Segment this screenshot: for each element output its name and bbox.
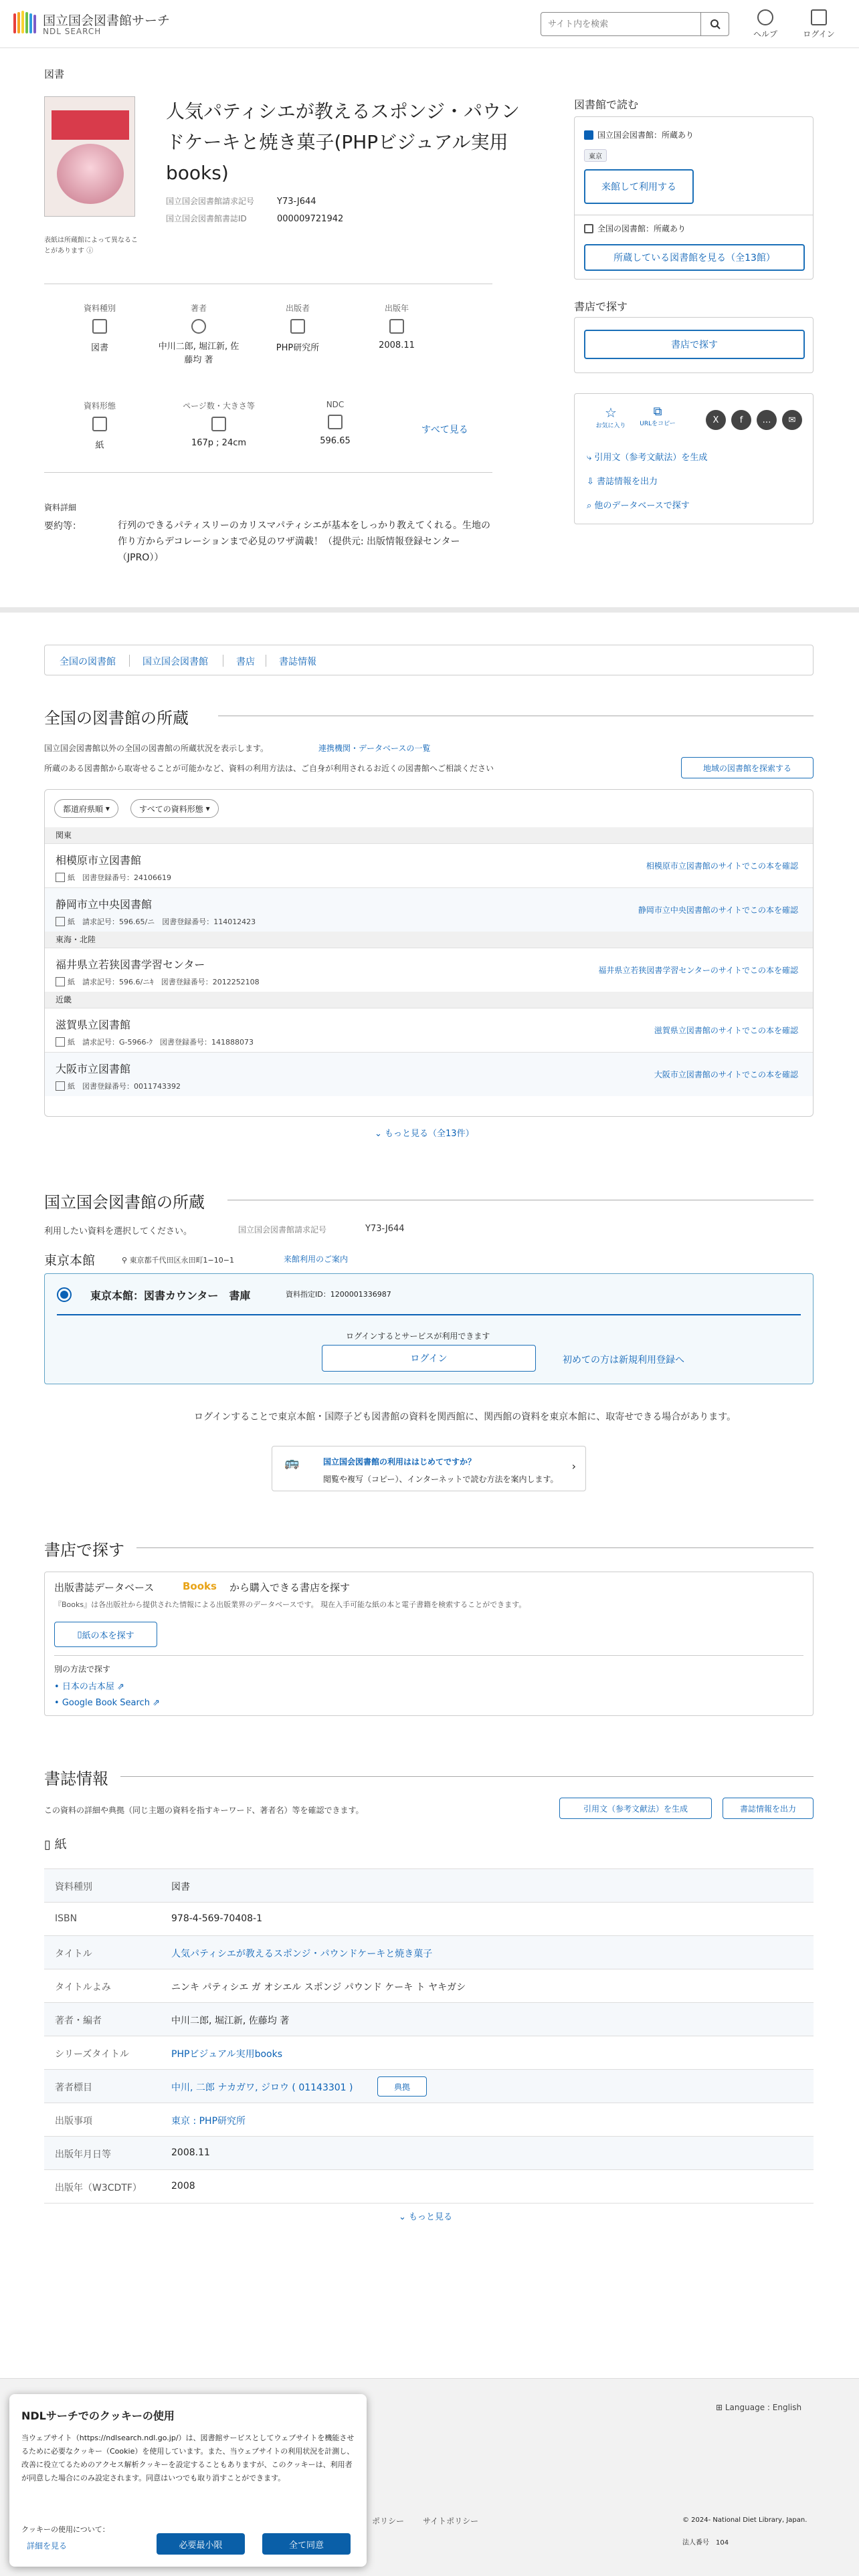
shop-box: 出版書誌データベース Books から購入できる書店を探す 『Books』は各出版社から提供された情報による出版業界のデータベースです。 現在入手可能な紙の本と電子書籍を検索することができます。 ▯ 紙の本を探す 別の方法で探す • 日本の古本屋 ⇗ • Google Book Search ⇗ bbox=[44, 1572, 814, 1716]
help-icon bbox=[757, 9, 773, 25]
logo-subtitle: NDL SEARCH bbox=[43, 27, 102, 36]
tab-ndl[interactable]: 国立国会図書館 bbox=[142, 657, 208, 667]
national-desc: 国立国会図書館以外の全国の図書館の所蔵状況を表示します。 bbox=[44, 744, 269, 753]
prefecture-sort-dropdown[interactable]: 都道府県順 ▾ bbox=[54, 799, 118, 818]
shop-section-title: 書店で探す bbox=[44, 1541, 124, 1560]
table-row: タイトル 人気パティシエが教えるスポンジ・パウンドケーキと焼き菓子 bbox=[44, 1936, 814, 1969]
read-title: 図書館で読む bbox=[574, 98, 639, 111]
register-link[interactable]: 初めての方は新規利用登録へ bbox=[563, 1355, 684, 1366]
facet-type: 資料種別 図書 bbox=[83, 304, 116, 353]
paper-icon: ▯ bbox=[77, 1629, 82, 1640]
visit-guide-link[interactable]: 来館利用のご案内 bbox=[284, 1255, 349, 1264]
region-header: 東海・北陸 bbox=[45, 932, 814, 948]
library-site-link[interactable]: 静岡市立中央図書館のサイトでこの本を確認 bbox=[638, 905, 798, 915]
ndl-holding: 国立国会図書館：所蔵あり bbox=[597, 130, 694, 140]
paper-icon bbox=[56, 1037, 65, 1047]
bib-more-link[interactable]: ⌄ もっと見る bbox=[399, 2212, 453, 2222]
ndl-call: Y73-J644 bbox=[365, 1224, 405, 1234]
store-box bbox=[574, 317, 814, 373]
store-title: 書店で探す bbox=[574, 300, 628, 313]
favorite-button[interactable]: ☆ お気に入り bbox=[591, 405, 631, 429]
books-logo: Books bbox=[183, 1580, 217, 1592]
tokyo-tag: 東京 bbox=[584, 149, 607, 162]
facet-ndc: NDC 596.65 bbox=[320, 400, 351, 446]
paper-icon: ▯ bbox=[44, 1838, 55, 1852]
cookie-title: NDLサーチでのクッキーの使用 bbox=[21, 2409, 175, 2422]
help-button[interactable]: ヘルプ bbox=[745, 9, 785, 39]
library-row: 相模原市立図書館 紙 図書登録番号：24106619 相模原市立図書館のサイトでこの本を確認 bbox=[45, 843, 814, 887]
partners-link[interactable]: 連携機関・データベースの一覧 bbox=[318, 744, 431, 753]
site-header bbox=[0, 0, 859, 48]
facebook-share-icon[interactable]: f bbox=[731, 410, 751, 430]
ruler-icon bbox=[211, 417, 226, 431]
library-list bbox=[44, 789, 814, 1117]
store-search-button[interactable]: 書店で探す bbox=[584, 330, 805, 359]
policy-link[interactable]: ポリシー bbox=[372, 2516, 405, 2526]
login-button[interactable]: ログイン bbox=[799, 9, 839, 39]
list-icon bbox=[328, 415, 343, 429]
table-row: 出版年月日等 2008.11 bbox=[44, 2137, 814, 2170]
section-tabs bbox=[44, 645, 814, 675]
facet-year: 出版年 2008.11 bbox=[379, 304, 415, 350]
table-row: シリーズタイトル PHPビジュアル実用books bbox=[44, 2036, 814, 2070]
tab-store[interactable]: 書店 bbox=[236, 657, 255, 667]
author-icon bbox=[191, 319, 206, 334]
abstract-label: 要約等： bbox=[44, 521, 82, 532]
login-note: ログインするとサービスが利用できます bbox=[346, 1331, 490, 1341]
library-read-box bbox=[574, 116, 814, 280]
visit-button[interactable]: 来館して利用する bbox=[584, 169, 694, 204]
library-row: 福井県立若狭図書学習センター 紙 請求記号：596.6/ニｷ 図書登録番号：2012252108 福井県立若狭図書学習センターのサイトでこの本を確認 bbox=[45, 948, 814, 992]
item-id: 資料指定ID：1200001336987 bbox=[286, 1290, 391, 1299]
logo-title[interactable]: 国立国会図書館サーチ bbox=[43, 13, 171, 28]
cookie-about: クッキーの使用について： bbox=[21, 2525, 110, 2534]
item-location: 東京本館：図書カウンター 書庫 bbox=[90, 1289, 251, 1302]
authority-button[interactable]: 典拠 bbox=[377, 2076, 427, 2097]
language-switch[interactable]: ⊞ Language : English bbox=[716, 2403, 802, 2412]
national-desc2: 所蔵のある図書館から取寄せることが可能かなど、資料の利用方法は、ご自身が利用されるお近くの図書館へご相談ください bbox=[44, 764, 494, 773]
section-separator bbox=[0, 607, 859, 613]
star-icon: ☆ bbox=[605, 405, 617, 421]
branch-address: ⚲ 東京都千代田区永田町1−10−1 bbox=[122, 1256, 234, 1265]
tab-national[interactable]: 全国の図書館 bbox=[60, 657, 116, 667]
library-site-link[interactable]: 相模原市立図書館のサイトでこの本を確認 bbox=[646, 861, 798, 871]
copy-icon: ⧉ bbox=[653, 405, 662, 419]
ndl-icon bbox=[584, 130, 593, 140]
ndl-choose: 利用したい資料を選択してください。 bbox=[44, 1226, 193, 1237]
search-icon bbox=[710, 19, 721, 29]
site-policy-link[interactable]: サイトポリシー bbox=[423, 2516, 479, 2526]
table-row: タイトルよみ ニンキ パティシエ ガ オシエル スポンジ パウンド ケーキ ト ヤキガシ bbox=[44, 1969, 814, 2003]
more-libraries-link[interactable]: ⌄ もっと見る（全13件） bbox=[375, 1129, 474, 1139]
branch-name: 東京本館 bbox=[44, 1253, 96, 1268]
region-search-button[interactable]: 地域の図書館を探索する bbox=[681, 757, 814, 778]
paper-icon bbox=[56, 873, 65, 882]
cover-note: 表紙は所蔵館によって異なることがあります ⓘ bbox=[44, 237, 138, 255]
cookie-detail-link[interactable]: 詳細を見る bbox=[27, 2541, 68, 2551]
language-icon: ⊞ bbox=[716, 2403, 725, 2412]
google-books-link[interactable]: • Google Book Search ⇗ bbox=[54, 1698, 160, 1708]
quote-icon: ⤷ bbox=[587, 453, 595, 463]
search-icon: ⌕ bbox=[587, 501, 595, 511]
table-row: ISBN 978-4-569-70408-1 bbox=[44, 1903, 814, 1936]
record-type: 図書 bbox=[44, 68, 65, 80]
bib-table bbox=[44, 1868, 814, 2204]
paper-icon bbox=[92, 417, 107, 431]
login-button[interactable]: ログイン bbox=[322, 1345, 536, 1372]
ndl-section-title: 国立国会図書館の所蔵 bbox=[44, 1193, 205, 1212]
building-icon bbox=[290, 319, 305, 334]
bib-form: ▯ 紙 bbox=[44, 1838, 67, 1852]
login-icon bbox=[811, 9, 827, 25]
library-site-link[interactable]: 福井県立若狭図書学習センターのサイトでこの本を確認 bbox=[598, 966, 798, 975]
line-share-icon[interactable]: … bbox=[757, 410, 777, 430]
export-button[interactable]: 書誌情報を出力 bbox=[723, 1798, 814, 1819]
cite-link[interactable]: ⤷ 引用文（参考文献法）を生成 bbox=[587, 453, 708, 463]
library-icon bbox=[584, 224, 593, 233]
cookie-dialog bbox=[9, 2394, 367, 2567]
cookie-accept-button[interactable]: 全て同意 bbox=[262, 2533, 351, 2555]
table-row: 出版年（W3CDTF） 2008 bbox=[44, 2170, 814, 2204]
call-number-row: 国立国会図書館請求記号 Y73-J644 bbox=[166, 197, 316, 207]
cite-button[interactable]: 引用文（参考文献法）を生成 bbox=[559, 1798, 712, 1819]
cookie-body: 当ウェブサイト（https://ndlsearch.ndl.go.jp/）は、図書館サービスとしてウェブサイトを機能させるために必要なクッキー（Cookie）を使用しています。また、当ウェブサイトの利用状況を計測し、改善に役立てるためのアクセス解析クッキーを設定することもありますが、このクッキーは、利用者が同意した場合にのみ設定されます。同意はいつでも取り消すことができます。 bbox=[21, 2434, 355, 2482]
library-row: 静岡市立中央図書館 紙 請求記号：596.65/ニ 図書登録番号：114012423 静岡市立中央図書館のサイトでこの本を確認 bbox=[45, 887, 814, 932]
corp-number: 法人番号 104 bbox=[682, 2539, 729, 2547]
actions-box bbox=[574, 393, 814, 524]
national-section-title: 全国の図書館の所蔵 bbox=[44, 709, 189, 728]
book-icon bbox=[92, 319, 107, 334]
facet-size: ページ数・大きさ等 167p ; 24cm bbox=[183, 401, 255, 448]
paper-book-search-button[interactable]: ▯ 紙の本を探す bbox=[54, 1622, 157, 1647]
library-site-link[interactable]: 大阪市立図書館のサイトでこの本を確認 bbox=[654, 1070, 798, 1079]
chevron-down-icon: ⌄ bbox=[375, 1129, 385, 1139]
facet-form: 資料形態 紙 bbox=[83, 401, 116, 451]
export-link[interactable]: ⇩ 書誌情報を出力 bbox=[587, 477, 658, 487]
record-title: 人気パティシエが教えるスポンジ・パウンドケーキと焼き菓子(PHPビジュアル実用books) bbox=[166, 100, 520, 184]
library-row: 滋賀県立図書館 紙 請求記号：G-5966-ｸ 図書登録番号：141888073 滋賀県立図書館のサイトでこの本を確認 bbox=[45, 1008, 814, 1052]
table-row: 著者・編者 中川二郎, 堀江新, 佐藤均 著 bbox=[44, 2003, 814, 2036]
book-cover-image[interactable] bbox=[44, 96, 135, 217]
site-search bbox=[541, 12, 729, 36]
x-share-icon[interactable]: X bbox=[706, 410, 726, 430]
holding-libraries-button[interactable]: 所蔵している図書館を見る（全13館） bbox=[584, 244, 805, 271]
ndl-logo-icon[interactable] bbox=[11, 8, 41, 39]
calendar-icon bbox=[389, 319, 404, 334]
other-db-link[interactable]: ⌕ 他のデータベースで探す bbox=[587, 501, 690, 511]
detail-label: 資料詳細 bbox=[44, 503, 77, 512]
location-icon: ⚲ bbox=[122, 1256, 130, 1265]
library-row: 大阪市立図書館 紙 図書登録番号：0011743392 大阪市立図書館のサイトでこの本を確認 bbox=[45, 1052, 814, 1096]
first-visit-card[interactable]: 🚌 国立国会図書館の利用ははじめてですか？ 閲覧や複写（コピー）、インターネットで読む方法を案内します。 › bbox=[272, 1446, 586, 1491]
material-type-dropdown[interactable]: すべての資料形態 ▾ bbox=[130, 799, 219, 818]
tab-bib[interactable]: 書誌情報 bbox=[279, 657, 316, 667]
table-row: 出版事項 東京 : PHP研究所 bbox=[44, 2103, 814, 2137]
ndl-item-card bbox=[44, 1273, 814, 1384]
cookie-necessary-button[interactable]: 必要最小限 bbox=[157, 2533, 245, 2555]
table-row: 著者標目 中川, 二郎 ナカガワ, ジロウ ( 01143301 ) 典拠 bbox=[44, 2070, 814, 2103]
search-input[interactable] bbox=[541, 13, 702, 35]
bib-section-title: 書誌情報 bbox=[44, 1769, 108, 1788]
bus-icon: 🚌 bbox=[284, 1456, 300, 1470]
copyright: © 2024- National Diet Library, Japan. bbox=[682, 2516, 807, 2524]
search-button[interactable] bbox=[700, 13, 729, 35]
item-radio[interactable] bbox=[57, 1287, 72, 1302]
ndl-call-label: 国立国会図書館請求記号 bbox=[238, 1225, 327, 1235]
abstract-text: 行列のできるパティスリーのカリスマパティシエが基本をしっかり教えてくれる。生地の作り方からデコレーションまで必見のワザ満載！（提供元: 出版情報登録センター（JPRO）） bbox=[118, 520, 491, 563]
divider bbox=[44, 472, 492, 473]
bib-id-row: 国立国会図書館書誌ID 000009721942 bbox=[166, 214, 344, 224]
export-icon: ⇩ bbox=[587, 477, 597, 487]
all-holding: 全国の図書館：所蔵あり bbox=[597, 224, 686, 233]
paper-icon bbox=[56, 917, 65, 926]
table-row: 資料種別 図書 bbox=[44, 1869, 814, 1903]
see-all-link[interactable]: すべて見る bbox=[421, 425, 468, 435]
kosho-link[interactable]: • 日本の古本屋 ⇗ bbox=[54, 1682, 124, 1692]
bib-desc: この資料の詳細や典拠（同じ主題の資料を指すキーワード、著者名）等を確認できます。 bbox=[44, 1806, 364, 1815]
facet-publisher: 出版者 PHP研究所 bbox=[276, 304, 320, 353]
facet-author: 著者 中川二郎, 堀江新, 佐藤均 著 bbox=[158, 304, 240, 365]
paper-icon bbox=[56, 1081, 65, 1091]
chevron-down-icon: ⌄ bbox=[399, 2212, 409, 2222]
region-header: 関東 bbox=[45, 827, 814, 843]
transfer-notice: ログインすることで東京本館・国際子ども図書館の資料を関西館に、関西館の資料を東京本館に、取寄せできる場合があります。 bbox=[194, 1412, 737, 1422]
copy-url-button[interactable]: ⧉ URLをコピー bbox=[638, 405, 678, 427]
library-site-link[interactable]: 滋賀県立図書館のサイトでこの本を確認 bbox=[654, 1026, 798, 1035]
chevron-right-icon: › bbox=[571, 1460, 576, 1473]
region-header: 近畿 bbox=[45, 992, 814, 1008]
info-icon[interactable]: ⓘ bbox=[86, 247, 94, 255]
email-share-icon[interactable]: ✉ bbox=[782, 410, 802, 430]
paper-icon bbox=[56, 977, 65, 986]
